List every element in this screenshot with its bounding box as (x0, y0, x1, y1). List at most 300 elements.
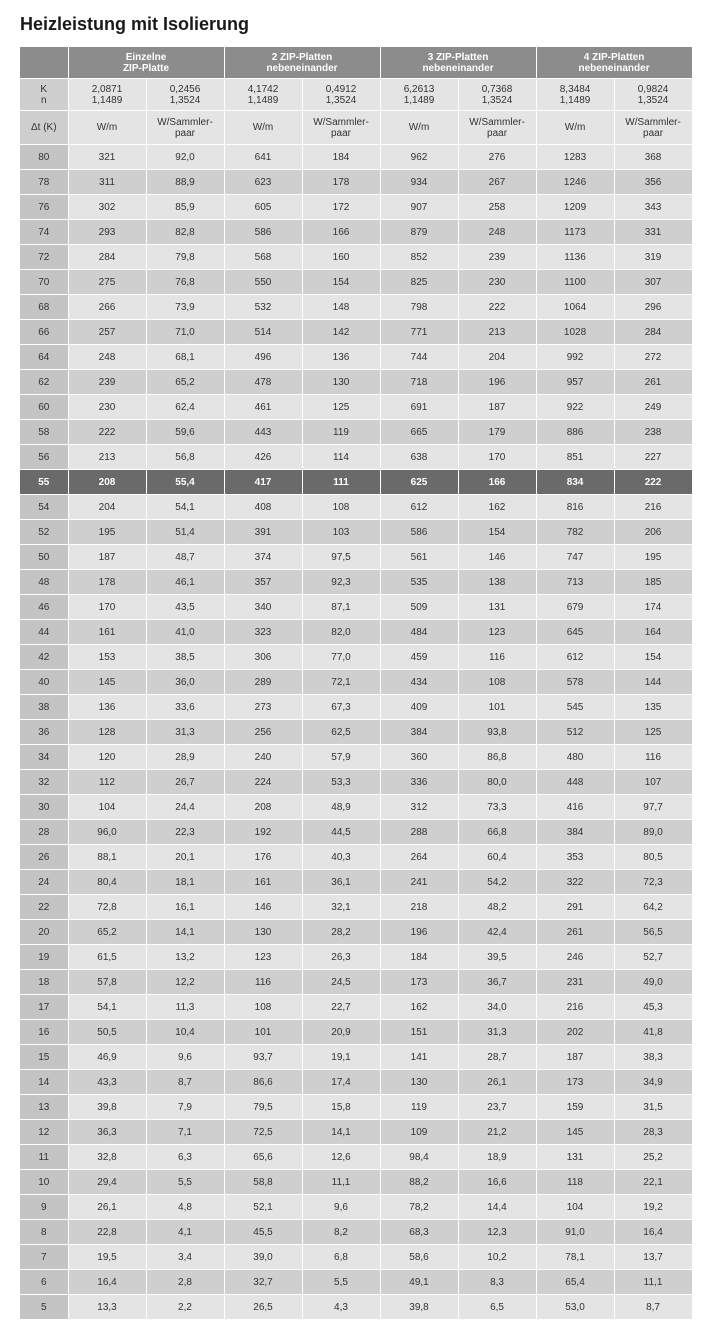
value-cell: 54,1 (146, 495, 224, 520)
value-cell: 172 (302, 195, 380, 220)
unit-cell: W/Sammler- paar (458, 111, 536, 145)
value-cell: 101 (458, 695, 536, 720)
value-cell: 57,8 (68, 970, 146, 995)
value-cell: 54,2 (458, 870, 536, 895)
value-cell: 208 (224, 795, 302, 820)
value-cell: 10,4 (146, 1020, 224, 1045)
value-cell: 679 (536, 595, 614, 620)
table-row (20, 1020, 692, 1045)
value-cell: 71,0 (146, 320, 224, 345)
coefficient-cell: 2,0871 1,1489 (68, 79, 146, 111)
value-cell: 56,5 (614, 920, 692, 945)
value-cell: 934 (380, 170, 458, 195)
value-cell: 45,5 (224, 1220, 302, 1245)
value-cell: 374 (224, 545, 302, 570)
delta-t-cell: 46 (20, 595, 68, 620)
table-row (20, 695, 692, 720)
value-cell: 9,6 (146, 1045, 224, 1070)
corner-header (20, 47, 68, 79)
value-cell: 17,4 (302, 1070, 380, 1095)
value-cell: 41,8 (614, 1020, 692, 1045)
group-header: 4 ZIP-Platten nebeneinander (536, 47, 692, 79)
unit-cell: W/Sammler- paar (146, 111, 224, 145)
value-cell: 25,2 (614, 1145, 692, 1170)
value-cell: 340 (224, 595, 302, 620)
value-cell: 187 (536, 1045, 614, 1070)
table-row (20, 495, 692, 520)
value-cell: 20,1 (146, 845, 224, 870)
value-cell: 39,8 (68, 1095, 146, 1120)
value-cell: 153 (68, 645, 146, 670)
value-cell: 36,0 (146, 670, 224, 695)
delta-t-cell: 30 (20, 795, 68, 820)
value-cell: 230 (458, 270, 536, 295)
coefficient-cell: 8,3484 1,1489 (536, 79, 614, 111)
value-cell: 16,4 (68, 1270, 146, 1295)
value-cell: 605 (224, 195, 302, 220)
value-cell: 85,9 (146, 195, 224, 220)
delta-t-cell: 64 (20, 345, 68, 370)
value-cell: 43,3 (68, 1070, 146, 1095)
value-cell: 108 (302, 495, 380, 520)
value-cell: 8,3 (458, 1270, 536, 1295)
coefficient-cell: 6,2613 1,1489 (380, 79, 458, 111)
table-row (20, 1245, 692, 1270)
value-cell: 46,9 (68, 1045, 146, 1070)
value-cell: 28,9 (146, 745, 224, 770)
table-row (20, 970, 692, 995)
value-cell: 213 (68, 445, 146, 470)
value-cell: 641 (224, 145, 302, 170)
value-cell: 92,3 (302, 570, 380, 595)
value-cell: 32,8 (68, 1145, 146, 1170)
value-cell: 18,1 (146, 870, 224, 895)
delta-t-cell: 42 (20, 645, 68, 670)
delta-t-cell: 62 (20, 370, 68, 395)
value-cell: 550 (224, 270, 302, 295)
delta-t-cell: 19 (20, 945, 68, 970)
value-cell: 166 (302, 220, 380, 245)
value-cell: 291 (536, 895, 614, 920)
table-row (20, 845, 692, 870)
value-cell: 88,9 (146, 170, 224, 195)
value-cell: 4,8 (146, 1195, 224, 1220)
value-cell: 886 (536, 420, 614, 445)
value-cell: 72,3 (614, 870, 692, 895)
value-cell: 123 (458, 620, 536, 645)
delta-t-cell: 76 (20, 195, 68, 220)
value-cell: 19,2 (614, 1195, 692, 1220)
value-cell: 109 (380, 1120, 458, 1145)
value-cell: 586 (224, 220, 302, 245)
value-cell: 40,3 (302, 845, 380, 870)
value-cell: 195 (614, 545, 692, 570)
value-cell: 26,1 (458, 1070, 536, 1095)
table-row (20, 570, 692, 595)
value-cell: 8,7 (146, 1070, 224, 1095)
value-cell: 264 (380, 845, 458, 870)
value-cell: 273 (224, 695, 302, 720)
value-cell: 138 (458, 570, 536, 595)
delta-t-cell: 72 (20, 245, 68, 270)
value-cell: 12,6 (302, 1145, 380, 1170)
coefficient-cell: 4,1742 1,1489 (224, 79, 302, 111)
table-row (20, 1095, 692, 1120)
value-cell: 459 (380, 645, 458, 670)
value-cell: 146 (224, 895, 302, 920)
value-cell: 261 (614, 370, 692, 395)
value-cell: 747 (536, 545, 614, 570)
value-cell: 11,1 (614, 1270, 692, 1295)
value-cell: 31,5 (614, 1095, 692, 1120)
value-cell: 248 (68, 345, 146, 370)
value-cell: 142 (302, 320, 380, 345)
value-cell: 7,9 (146, 1095, 224, 1120)
value-cell: 13,2 (146, 945, 224, 970)
value-cell: 107 (614, 770, 692, 795)
value-cell: 1136 (536, 245, 614, 270)
value-cell: 15,8 (302, 1095, 380, 1120)
value-cell: 50,5 (68, 1020, 146, 1045)
value-cell: 36,1 (302, 870, 380, 895)
value-cell: 26,5 (224, 1295, 302, 1320)
group-header: 3 ZIP-Platten nebeneinander (380, 47, 536, 79)
value-cell: 6,3 (146, 1145, 224, 1170)
value-cell: 162 (380, 995, 458, 1020)
value-cell: 68,1 (146, 345, 224, 370)
table-row (20, 770, 692, 795)
value-cell: 39,5 (458, 945, 536, 970)
value-cell: 185 (614, 570, 692, 595)
value-cell: 532 (224, 295, 302, 320)
value-cell: 216 (536, 995, 614, 1020)
value-cell: 258 (458, 195, 536, 220)
value-cell: 58,8 (224, 1170, 302, 1195)
value-cell: 48,9 (302, 795, 380, 820)
table-row (20, 1295, 692, 1320)
value-cell: 744 (380, 345, 458, 370)
value-cell: 426 (224, 445, 302, 470)
value-cell: 922 (536, 395, 614, 420)
table-row (20, 895, 692, 920)
value-cell: 357 (224, 570, 302, 595)
table-row (20, 945, 692, 970)
value-cell: 187 (68, 545, 146, 570)
value-cell: 104 (536, 1195, 614, 1220)
delta-t-cell: 16 (20, 1020, 68, 1045)
value-cell: 160 (302, 245, 380, 270)
value-cell: 46,1 (146, 570, 224, 595)
value-cell: 130 (380, 1070, 458, 1095)
value-cell: 480 (536, 745, 614, 770)
value-cell: 204 (458, 345, 536, 370)
value-cell: 116 (614, 745, 692, 770)
delta-t-cell: 26 (20, 845, 68, 870)
value-cell: 120 (68, 745, 146, 770)
table-row (20, 145, 692, 170)
value-cell: 161 (224, 870, 302, 895)
value-cell: 718 (380, 370, 458, 395)
value-cell: 10,2 (458, 1245, 536, 1270)
value-cell: 417 (224, 470, 302, 495)
value-cell: 1173 (536, 220, 614, 245)
delta-t-cell: 66 (20, 320, 68, 345)
value-cell: 16,6 (458, 1170, 536, 1195)
table-row (20, 520, 692, 545)
value-cell: 28,3 (614, 1120, 692, 1145)
value-cell: 11,3 (146, 995, 224, 1020)
delta-t-cell: 20 (20, 920, 68, 945)
value-cell: 36,7 (458, 970, 536, 995)
value-cell: 22,8 (68, 1220, 146, 1245)
table-row (20, 470, 692, 495)
value-cell: 130 (224, 920, 302, 945)
value-cell: 248 (458, 220, 536, 245)
unit-cell: W/Sammler- paar (614, 111, 692, 145)
value-cell: 448 (536, 770, 614, 795)
value-cell: 44,5 (302, 820, 380, 845)
value-cell: 13,3 (68, 1295, 146, 1320)
value-cell: 116 (224, 970, 302, 995)
table-row (20, 395, 692, 420)
group-header-row (20, 47, 692, 79)
value-cell: 80,4 (68, 870, 146, 895)
value-cell: 61,5 (68, 945, 146, 970)
value-cell: 86,6 (224, 1070, 302, 1095)
value-cell: 178 (302, 170, 380, 195)
unit-cell: W/m (68, 111, 146, 145)
value-cell: 222 (68, 420, 146, 445)
value-cell: 24,5 (302, 970, 380, 995)
value-cell: 104 (68, 795, 146, 820)
value-cell: 49,0 (614, 970, 692, 995)
table-row (20, 995, 692, 1020)
value-cell: 20,9 (302, 1020, 380, 1045)
unit-cell: W/m (380, 111, 458, 145)
value-cell: 12,2 (146, 970, 224, 995)
value-cell: 76,8 (146, 270, 224, 295)
value-cell: 356 (614, 170, 692, 195)
coefficient-label: K n (20, 79, 68, 111)
value-cell: 992 (536, 345, 614, 370)
value-cell: 114 (302, 445, 380, 470)
value-cell: 638 (380, 445, 458, 470)
value-cell: 8,2 (302, 1220, 380, 1245)
value-cell: 257 (68, 320, 146, 345)
value-cell: 834 (536, 470, 614, 495)
value-cell: 391 (224, 520, 302, 545)
value-cell: 173 (536, 1070, 614, 1095)
table-row (20, 820, 692, 845)
value-cell: 55,4 (146, 470, 224, 495)
value-cell: 8,7 (614, 1295, 692, 1320)
table-row (20, 545, 692, 570)
value-cell: 272 (614, 345, 692, 370)
delta-t-cell: 13 (20, 1095, 68, 1120)
table-row (20, 345, 692, 370)
table-row (20, 420, 692, 445)
table-row (20, 920, 692, 945)
value-cell: 145 (68, 670, 146, 695)
value-cell: 82,0 (302, 620, 380, 645)
value-cell: 79,8 (146, 245, 224, 270)
value-cell: 33,6 (146, 695, 224, 720)
value-cell: 51,4 (146, 520, 224, 545)
value-cell: 267 (458, 170, 536, 195)
value-cell: 164 (614, 620, 692, 645)
delta-t-cell: 58 (20, 420, 68, 445)
value-cell: 288 (380, 820, 458, 845)
table-row (20, 295, 692, 320)
value-cell: 173 (380, 970, 458, 995)
value-cell: 266 (68, 295, 146, 320)
delta-t-cell: 17 (20, 995, 68, 1020)
value-cell: 7,1 (146, 1120, 224, 1145)
value-cell: 962 (380, 145, 458, 170)
value-cell: 275 (68, 270, 146, 295)
delta-t-cell: 24 (20, 870, 68, 895)
value-cell: 196 (458, 370, 536, 395)
value-cell: 321 (68, 145, 146, 170)
value-cell: 174 (614, 595, 692, 620)
delta-t-cell: 10 (20, 1170, 68, 1195)
value-cell: 336 (380, 770, 458, 795)
coefficient-row (20, 79, 692, 111)
delta-t-cell: 18 (20, 970, 68, 995)
value-cell: 192 (224, 820, 302, 845)
value-cell: 2,8 (146, 1270, 224, 1295)
value-cell: 5,5 (302, 1270, 380, 1295)
delta-t-cell: 5 (20, 1295, 68, 1320)
value-cell: 512 (536, 720, 614, 745)
value-cell: 19,5 (68, 1245, 146, 1270)
value-cell: 206 (614, 520, 692, 545)
value-cell: 154 (458, 520, 536, 545)
value-cell: 19,1 (302, 1045, 380, 1070)
value-cell: 72,1 (302, 670, 380, 695)
value-cell: 23,7 (458, 1095, 536, 1120)
value-cell: 34,0 (458, 995, 536, 1020)
value-cell: 66,8 (458, 820, 536, 845)
table-row (20, 670, 692, 695)
value-cell: 216 (614, 495, 692, 520)
value-cell: 296 (614, 295, 692, 320)
value-cell: 53,3 (302, 770, 380, 795)
value-cell: 825 (380, 270, 458, 295)
coefficient-cell: 0,4912 1,3524 (302, 79, 380, 111)
value-cell: 22,1 (614, 1170, 692, 1195)
value-cell: 13,7 (614, 1245, 692, 1270)
group-header: Einzelne ZIP-Platte (68, 47, 224, 79)
table-row (20, 870, 692, 895)
value-cell: 184 (302, 145, 380, 170)
value-cell: 60,4 (458, 845, 536, 870)
value-cell: 307 (614, 270, 692, 295)
value-cell: 665 (380, 420, 458, 445)
value-cell: 72,8 (68, 895, 146, 920)
value-cell: 62,4 (146, 395, 224, 420)
value-cell: 6,5 (458, 1295, 536, 1320)
value-cell: 241 (380, 870, 458, 895)
value-cell: 29,4 (68, 1170, 146, 1195)
value-cell: 2,2 (146, 1295, 224, 1320)
value-cell: 561 (380, 545, 458, 570)
value-cell: 416 (536, 795, 614, 820)
value-cell: 42,4 (458, 920, 536, 945)
value-cell: 119 (302, 420, 380, 445)
value-cell: 16,1 (146, 895, 224, 920)
value-cell: 108 (458, 670, 536, 695)
value-cell: 80,0 (458, 770, 536, 795)
value-cell: 1028 (536, 320, 614, 345)
value-cell: 360 (380, 745, 458, 770)
value-cell: 623 (224, 170, 302, 195)
value-cell: 239 (458, 245, 536, 270)
value-cell: 62,5 (302, 720, 380, 745)
value-cell: 26,7 (146, 770, 224, 795)
delta-t-cell: 54 (20, 495, 68, 520)
value-cell: 231 (536, 970, 614, 995)
value-cell: 73,9 (146, 295, 224, 320)
value-cell: 261 (536, 920, 614, 945)
value-cell: 146 (458, 545, 536, 570)
value-cell: 53,0 (536, 1295, 614, 1320)
value-cell: 148 (302, 295, 380, 320)
value-cell: 59,6 (146, 420, 224, 445)
value-cell: 625 (380, 470, 458, 495)
value-cell: 67,3 (302, 695, 380, 720)
delta-t-cell: 68 (20, 295, 68, 320)
value-cell: 111 (302, 470, 380, 495)
value-cell: 568 (224, 245, 302, 270)
value-cell: 384 (380, 720, 458, 745)
value-cell: 771 (380, 320, 458, 345)
value-cell: 312 (380, 795, 458, 820)
value-cell: 118 (536, 1170, 614, 1195)
value-cell: 443 (224, 420, 302, 445)
value-cell: 238 (614, 420, 692, 445)
value-cell: 184 (380, 945, 458, 970)
delta-t-cell: 8 (20, 1220, 68, 1245)
table-row (20, 1145, 692, 1170)
value-cell: 227 (614, 445, 692, 470)
value-cell: 514 (224, 320, 302, 345)
table-row (20, 620, 692, 645)
value-cell: 52,7 (614, 945, 692, 970)
value-cell: 311 (68, 170, 146, 195)
value-cell: 179 (458, 420, 536, 445)
value-cell: 136 (68, 695, 146, 720)
value-cell: 166 (458, 470, 536, 495)
value-cell: 41,0 (146, 620, 224, 645)
table-row (20, 1195, 692, 1220)
value-cell: 222 (614, 470, 692, 495)
value-cell: 58,6 (380, 1245, 458, 1270)
value-cell: 224 (224, 770, 302, 795)
value-cell: 130 (302, 370, 380, 395)
value-cell: 816 (536, 495, 614, 520)
value-cell: 131 (536, 1145, 614, 1170)
value-cell: 461 (224, 395, 302, 420)
delta-t-cell: 15 (20, 1045, 68, 1070)
value-cell: 16,4 (614, 1220, 692, 1245)
value-cell: 38,5 (146, 645, 224, 670)
value-cell: 1246 (536, 170, 614, 195)
value-cell: 230 (68, 395, 146, 420)
value-cell: 93,8 (458, 720, 536, 745)
delta-t-cell: 52 (20, 520, 68, 545)
value-cell: 87,1 (302, 595, 380, 620)
